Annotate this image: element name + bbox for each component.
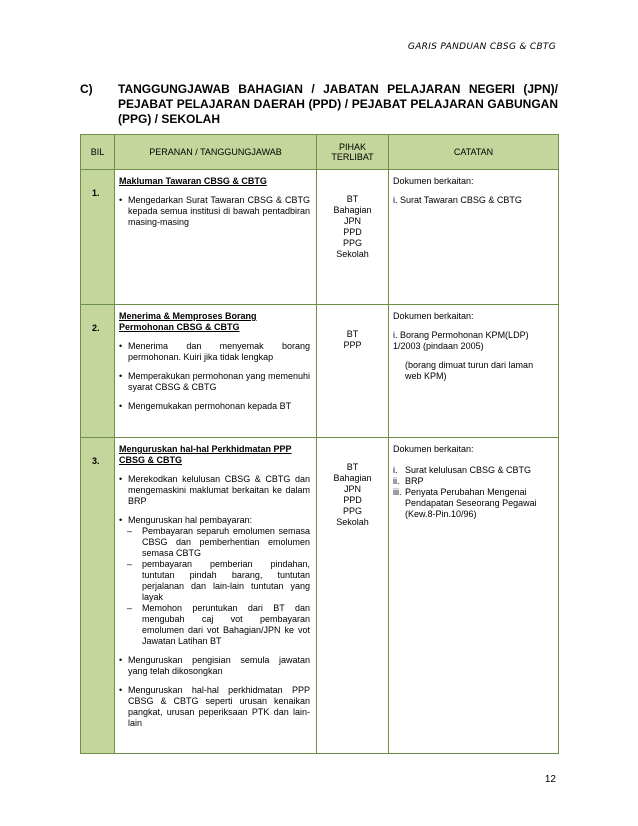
- row-bil: [81, 305, 115, 438]
- pihak-item: PPG: [342, 506, 362, 516]
- row-peranan: [115, 170, 317, 305]
- list-item: • Menguruskan hal-hal perkhidmatan PPP CBSG & CBTG seperti urusan kenaikan pangkat, urusan peperiksaan PTK dan lain-lain: [119, 685, 310, 728]
- catatan-item: ii. BRP: [393, 476, 424, 486]
- sub-list-item: – Pembayaran separuh emolumen semasa CBSG dan pemberhentian emolumen semasa CBTG: [127, 526, 310, 558]
- dash-icon: –: [127, 559, 133, 569]
- row-title: Menguruskan hal-hal Perkhidmatan PPP CBSG & CBTG: [119, 444, 292, 465]
- row-pihak: [317, 305, 389, 438]
- row-peranan: [115, 438, 317, 754]
- bullet-icon: •: [119, 341, 123, 351]
- catatan-item: i. Surat kelulusan CBSG & CBTG: [393, 465, 532, 475]
- table-row: [81, 438, 559, 754]
- row-catatan: [389, 438, 559, 754]
- pihak-item: Bahagian: [333, 473, 372, 483]
- pihak-item: PPD: [343, 495, 362, 505]
- catatan-title: Dokumen berkaitan:: [393, 176, 474, 186]
- page-number: 12: [544, 774, 556, 785]
- catatan-note: (borang dimuat turun dari laman web KPM): [405, 360, 534, 381]
- row-bil-text: 1.: [92, 188, 100, 198]
- bullet-icon: •: [119, 515, 123, 525]
- pihak-item: Bahagian: [333, 205, 372, 215]
- bullet-icon: •: [119, 685, 123, 695]
- pihak-item: JPN: [343, 216, 361, 226]
- list-item: • Mengemukakan permohonan kepada BT: [119, 401, 292, 411]
- row-bil-text: 3.: [92, 456, 100, 466]
- table-header-row: [81, 135, 559, 170]
- catatan-title: Dokumen berkaitan:: [393, 444, 474, 454]
- pihak-item: PPD: [343, 227, 362, 237]
- list-item: • Menerima dan menyemak borang permohonan. Kuiri jika tidak lengkap: [119, 341, 310, 362]
- pihak-item: BT: [346, 329, 359, 339]
- row-catatan: [389, 305, 559, 438]
- pihak-item: BT: [346, 462, 359, 472]
- pihak-item: BT: [346, 194, 359, 204]
- row-catatan: [389, 170, 559, 305]
- row-bil: [81, 170, 115, 305]
- list-item: • Memperakukan permohonan yang memenuhi syarat CBSG & CBTG: [119, 371, 310, 392]
- header-bil: BIL: [81, 135, 115, 170]
- bullet-icon: •: [119, 371, 123, 381]
- header-catatan: CATATAN: [389, 135, 559, 170]
- list-item: • Menguruskan pengisian semula jawatan yang telah dikosongkan: [119, 655, 310, 676]
- table-row: [81, 305, 559, 438]
- row-peranan: [115, 305, 317, 438]
- row-title: Menerima & Memproses Borang Permohonan CBSG & CBTG: [119, 311, 257, 332]
- section-label: C): [80, 82, 93, 96]
- row-pihak: [317, 438, 389, 754]
- catatan-item: iii. Penyata Perubahan Mengenai Pendapatan Seseorang Pegawai (Kew.8-Pin.10/96): [393, 487, 537, 519]
- header-note: GARIS PANDUAN CBSG & CBTG: [407, 42, 556, 52]
- pihak-item: JPN: [343, 484, 361, 494]
- pihak-item: Sekolah: [336, 249, 369, 259]
- list-item: • Menguruskan hal pembayaran:: [119, 515, 253, 525]
- list-item: • Merekodkan kelulusan CBSG & CBTG dan mengemaskini maklumat berkaitan ke dalam BRP: [119, 474, 310, 506]
- table-row: [81, 170, 559, 305]
- bullet-icon: •: [119, 474, 123, 484]
- row-bil-text: 2.: [92, 323, 100, 333]
- list-item: • Mengedarkan Surat Tawaran CBSG & CBTG kepada semua institusi di bawah pentadbiran masing-masing: [119, 195, 310, 227]
- dash-icon: –: [127, 603, 133, 613]
- pihak-item: Sekolah: [336, 517, 369, 527]
- responsibility-table: [80, 134, 559, 754]
- bullet-icon: •: [119, 655, 123, 665]
- dash-icon: –: [127, 526, 133, 536]
- pihak-item: PPG: [342, 238, 362, 248]
- row-pihak: [317, 170, 389, 305]
- row-title: Makluman Tawaran CBSG & CBTG: [119, 176, 267, 186]
- catatan-item: i. Borang Permohonan KPM(LDP) 1/2003 (pindaan 2005): [393, 330, 529, 351]
- pihak-item: PPP: [343, 340, 362, 350]
- row-bil: [81, 438, 115, 754]
- bullet-icon: •: [119, 401, 123, 411]
- section-title: TANGGUNGJAWAB BAHAGIAN / JABATAN PELAJARAN NEGERI (JPN)/ PEJABAT PELAJARAN DAERAH (PPD) / PEJABAT PELAJARAN GABUNGAN (PPG) / SEKOLAH: [118, 82, 558, 126]
- sub-list-item: – pembayaran pemberian pindahan, tuntutan pindah barang, tuntutan perjalanan dan lain-lain tuntutan yang layak: [127, 559, 310, 602]
- catatan-title: Dokumen berkaitan:: [393, 311, 474, 321]
- header-pihak: PIHAK TERLIBAT: [317, 135, 389, 170]
- header-peranan: PERANAN / TANGGUNGJAWAB: [115, 135, 317, 170]
- bullet-icon: •: [119, 195, 123, 205]
- catatan-item: i. Surat Tawaran CBSG & CBTG: [393, 195, 522, 205]
- sub-list-item: – Memohon peruntukan dari BT dan mengubah caj vot pembayaran emolumen dari vot Bahagian/JPN ke vot Jawatan Latihan BT: [127, 603, 310, 646]
